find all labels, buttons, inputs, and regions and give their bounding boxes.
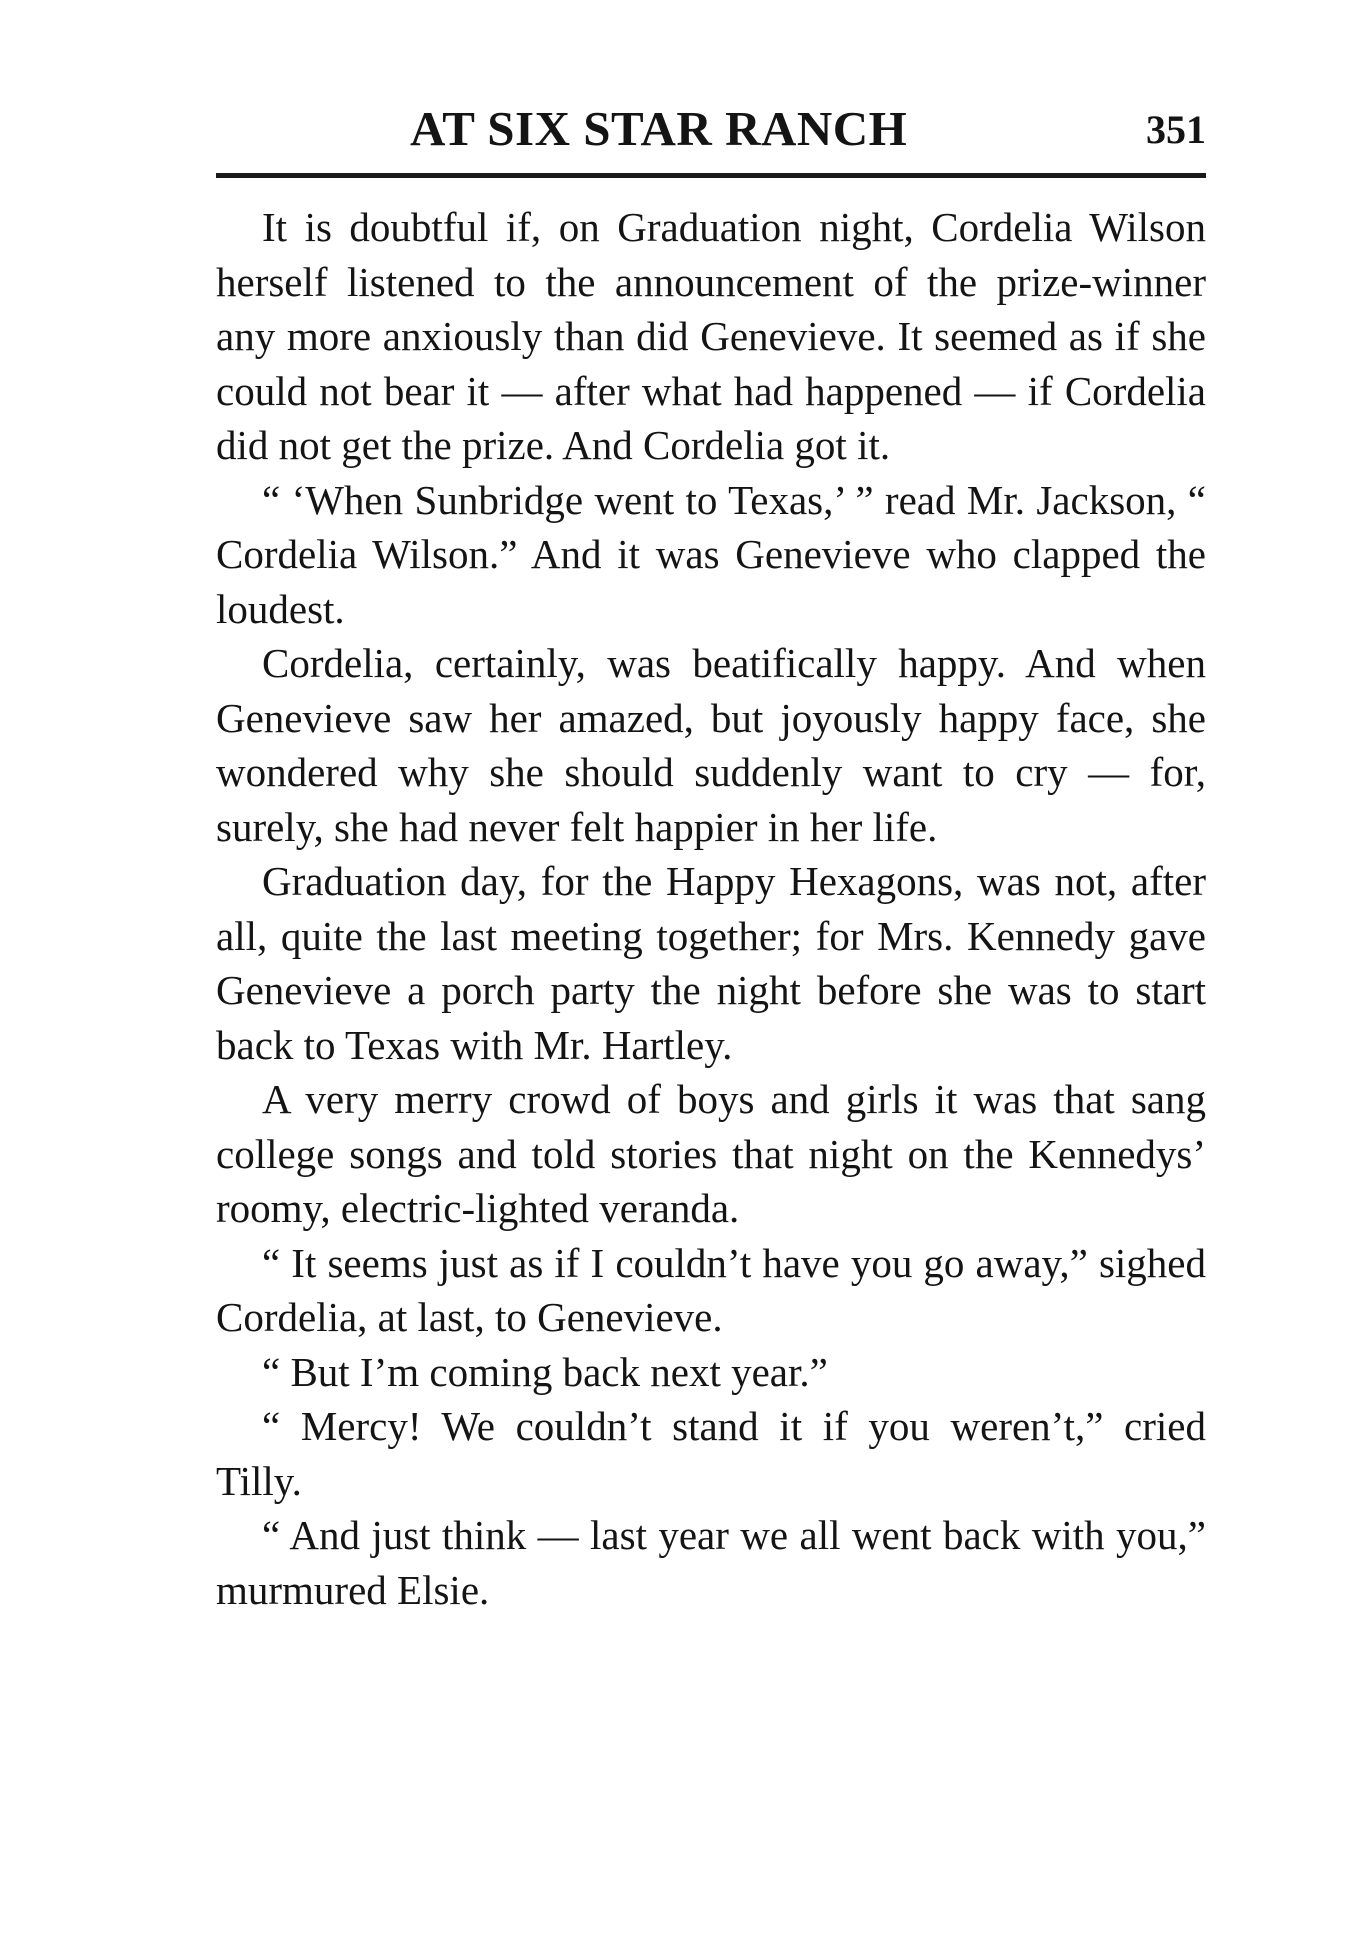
paragraph: Graduation day, for the Happy Hexagons, was not, after all, quite the last meeting together; for Mrs. Kennedy gave Genevieve a porch party the night before she was to start back to Texas with Mr. Hartley. <box>216 858 1206 1068</box>
paragraph: “ But I’m coming back next year.” <box>262 1348 828 1395</box>
paragraph: “ ‘When Sunbridge went to Texas,’ ” read Mr. Jackson, “ Cordelia Wilson.” And it was Genevieve who clapped the loudest. <box>216 476 1206 632</box>
running-head <box>216 98 1206 168</box>
page-number: 351 <box>1146 107 1206 152</box>
header-rule <box>216 173 1206 178</box>
paragraph: “ And just think — last year we all went back with you,” murmured Elsie. <box>216 1512 1206 1613</box>
body-text <box>216 200 1206 1617</box>
running-title: AT SIX STAR RANCH <box>410 101 908 156</box>
paragraph: A very merry crowd of boys and girls it was that sang college songs and told stories that night on the Kennedys’ roomy, electric-lighted veranda. <box>216 1076 1206 1231</box>
paragraph: It is doubtful if, on Graduation night, Cordelia Wilson herself listened to the announcement of the prize-winner any more anxiously than did Genevieve. It seemed as if she could not bear it — after what had happened — if Cordelia did not get the prize. And Cordelia got it. <box>216 204 1206 468</box>
paragraph: Cordelia, certainly, was beatifically happy. And when Genevieve saw her amazed, but joyously happy face, she wondered why she should suddenly want to cry — for, surely, she had never felt happier in her life. <box>216 640 1206 850</box>
paragraph: “ Mercy! We couldn’t stand it if you weren’t,” cried Tilly. <box>216 1403 1206 1504</box>
paragraph: “ It seems just as if I couldn’t have you go away,” sighed Cordelia, at last, to Genevieve. <box>216 1239 1206 1340</box>
